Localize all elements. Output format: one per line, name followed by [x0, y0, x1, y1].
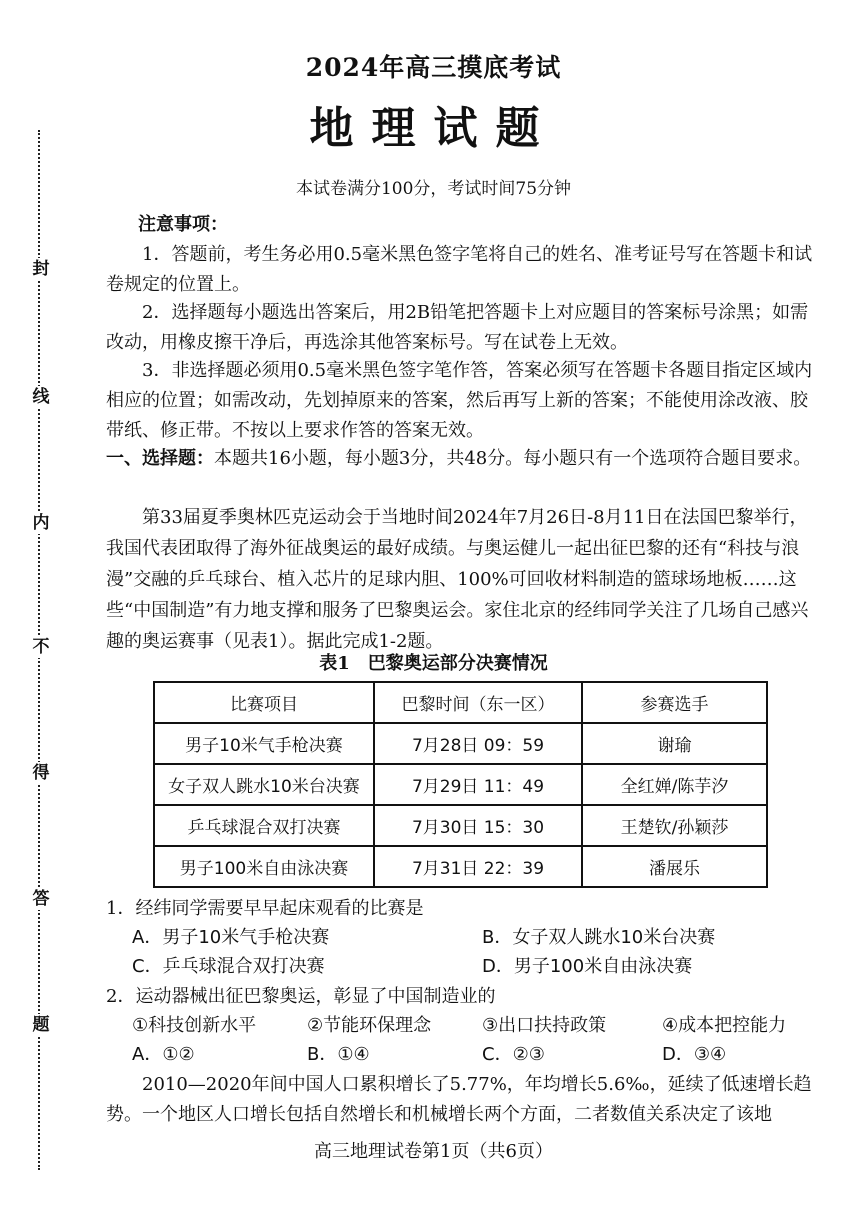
passage-population: 2010—2020年间中国人口累积增长了5.77%，年均增长5.6‰，延续了低速增长趋势。一个地区人口增长包括自然增长和机械增长两个方面，二者数值关系决定了该地 [106, 1074, 812, 1125]
table-cell: 男子10米气手枪决赛 [154, 723, 374, 764]
question-2-option-d: D．③④ [662, 1044, 727, 1065]
margin-char: 答 [28, 888, 54, 910]
question-1-option-d: D．男子100米自由泳决赛 [482, 956, 693, 977]
question-1-option-c: C．乒乓球混合双打决赛 [132, 956, 325, 977]
question-1-stem: 1．经纬同学需要早早起床观看的比赛是 [106, 898, 424, 919]
passage-olympics: 第33届夏季奥林匹克运动会于当地时间2024年7月26日-8月11日在法国巴黎举行，我国代表团取得了海外征战奥运的最好成绩。与奥运健儿一起出征巴黎的还有“科技与浪漫”交融的乒乓球台、植入芯片的足球内胆、100%可回收材料制造的篮球场地板……这些“中国制造”有力地支撑和服务了巴黎奥运会。家住北京的经纬同学关注了几场自己感兴趣的奥运赛事（见表1）。据此完成1-2题。 [106, 507, 809, 652]
table-cell: 王楚钦/孙颖莎 [582, 805, 767, 846]
table-header: 参赛选手 [582, 682, 767, 723]
question-2-option-c: C．②③ [482, 1044, 545, 1065]
question-1-option-b: B．女子双人跳水10米台决赛 [482, 927, 716, 948]
section-desc: 本题共16小题，每小题3分，共48分。每小题只有一个选项符合题目要求。 [214, 448, 812, 469]
notice-item-2: 2．选择题每小题选出答案后，用2B铅笔把答题卡上对应题目的答案标号涂黑；如需改动，用橡皮擦干净后，再选涂其他答案标号。写在试卷上无效。 [106, 302, 809, 353]
table-caption: 表1 巴黎奥运部分决赛情况 [319, 653, 548, 674]
table-header: 比赛项目 [154, 682, 374, 723]
table-cell: 7月29日 11：49 [374, 764, 582, 805]
table-cell: 乒乓球混合双打决赛 [154, 805, 374, 846]
table-cell: 7月28日 09：59 [374, 723, 582, 764]
table-cell: 男子100米自由泳决赛 [154, 846, 374, 887]
table-row [154, 846, 767, 887]
table-row [154, 805, 767, 846]
table-cell: 7月30日 15：30 [374, 805, 582, 846]
table-cell: 全红婵/陈芋汐 [582, 764, 767, 805]
question-2-option-b: B．①④ [307, 1044, 370, 1065]
question-1-option-a: A．男子10米气手枪决赛 [132, 927, 330, 948]
margin-char: 得 [28, 762, 54, 784]
question-2-item: ①科技创新水平 [132, 1015, 257, 1036]
question-2-item: ③出口扶持政策 [482, 1015, 607, 1036]
question-2-option-a: A．①② [132, 1044, 195, 1065]
notice-item-3: 3．非选择题必须用0.5毫米黑色签字笔作答，答案必须写在答题卡各题目指定区域内相应的位置；如需改动，先划掉原来的答案，然后再写上新的答案；不能使用涂改液、胶带纸、修正带。不按以上要求作答的答案无效。 [106, 360, 813, 441]
table-cell: 谢瑜 [582, 723, 767, 764]
notice-item-1: 1．答题前，考生务必用0.5毫米黑色签字笔将自己的姓名、准考证号写在答题卡和试卷规定的位置上。 [106, 244, 813, 295]
table-cell: 7月31日 22：39 [374, 846, 582, 887]
margin-char: 题 [28, 1014, 54, 1036]
subject-title: 地理试题 [309, 103, 558, 154]
exam-info: 本试卷满分100分，考试时间75分钟 [295, 179, 572, 199]
margin-char: 线 [28, 386, 54, 408]
question-2-item: ④成本把控能力 [662, 1015, 787, 1036]
margin-char: 内 [28, 512, 54, 534]
table-cell: 女子双人跳水10米台决赛 [154, 764, 374, 805]
margin-char: 不 [28, 636, 54, 658]
question-2-stem: 2．运动器械出征巴黎奥运，彰显了中国制造业的 [106, 986, 496, 1007]
table-row [154, 723, 767, 764]
section-title: 一、选择题： [106, 448, 214, 469]
exam-name: 2024年高三摸底考试 [305, 53, 562, 82]
table-header-row [154, 682, 767, 723]
section-heading [106, 444, 822, 474]
results-table [153, 681, 768, 888]
table-header: 巴黎时间（东一区） [374, 682, 582, 723]
table-cell: 潘展乐 [582, 846, 767, 887]
question-2-item: ②节能环保理念 [307, 1015, 432, 1036]
page-footer: 高三地理试卷第1页（共6页） [314, 1141, 553, 1162]
margin-char: 封 [28, 258, 54, 280]
table-row [154, 764, 767, 805]
notice-heading: 注意事项： [138, 214, 228, 235]
